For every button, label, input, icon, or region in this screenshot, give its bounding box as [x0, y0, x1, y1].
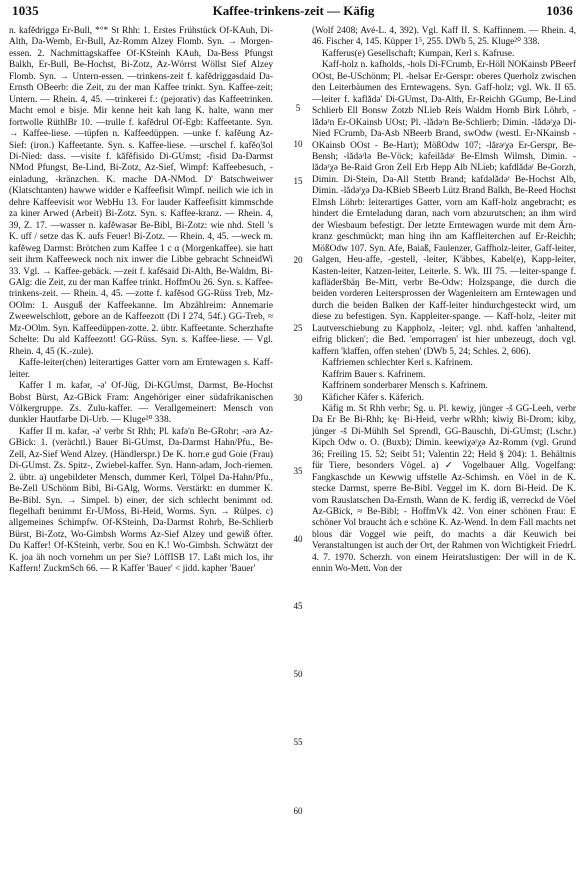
line-number: 40 — [293, 534, 303, 544]
left-column — [9, 26, 273, 576]
entry-kaffee-trinkens-continuation: n. kafědriggə Er-Bull, *°* St Rhh: 1. Erstes Frühstück Of-KAuh, Di-Alth, Da-Wemb, Er-Bull, Az-Romm Alzey Flomb. Syn. → Morgen-essen. 2. Nachmittagskaffee Of-KSteinh KAuh, Da-Bess Pfungst Balkh, Er-Bull, Be-Hochst, Bi-Zotz, Az-Wörrst Wöllst Sief Alzey Flomb. Syn. → Untern-essen. —trinkens-zeit f. kafědriggəsdaid Da-Ernsth OBeerb: die Zeit, zu der man Kaffee trinkt. Syn. Kaffee-zeit; Untern. — Rhein. 4, 45. —trinkerei f.: (pejorativ) das Kaffeetrinken. Macht emol e bisje. Mir kenne heit kah lang K. halte, wann mer fortwolle RüthlBr 10. —trulle f. kafědrul Of-Egb: Kaffeetante. Syn. → Kaffee-liese. —tüpfen n. Kaffeedüppen. —unke f. kafěung Az-Sief: (iron.) Kaffeetante. Syn. s. Kaffee-liese. —urschel f. kafěo̜'šol Di-Nied: dass. —visite f. kǎfěfisido Di-GUmst; -fisid Da-Darmst NMod Pfungst, Be-Lind, Bi-Zotz, Az-Sief, Wimpf: Kaffeebesuch, -einladung, -kränzchen. K. mache DA-NMod. D' Batschweiwer (Klatschtanten) hawwe widder e Kaffeefisit Wimpf. neilich wie ich in dehre Kaffeevisit wor WebHu 13. For lauder Kaffeefisitt kimmschde za kiner Arwed (Arbeit) Bi-Zotz. Syn. s. Kaffee-kranz. — Rhein. 4, 39, Z. 17. —wasser n. kafěwasər Be-Bibl, Bi-Zotz: wie nhd. Stell 's K. uff / setze das K. aufs Feuer! Bi-Zotz. — Rhein. 4, 45. —weck m. kafěweg Darmst: Brötchen zum Kaffee 1 c α (Morgenkaffee). sie hatt seit ihrm Kaffeeweck noch nix inwer die Libbe gebracht SchneidWi 33. Vgl. → Kaffee-gebäck. —zeit f. kafěsaid Di-Alth, Be-Waldm, Bi-GAlg: die Zeit, zu der man Kaffee trinkt. HoffmOu 26. Syn. s. Kaffee-trinkens-zeit. — Rhein. 4, 45. —zotte f. kafěsod GG-Rüss Treb, Mz-OOlm: 1. Ausguß der Kaffeekanne. Im Abzählreim: Annemarie Zweewelschlott, gebore an de Kaffeezott (Di I 274, 54f.) GG-Treb, ≈ Mz-OOlm. Syn. Kaffeedüppen-zotte. 2. übtr. Kaffeetante. Scherzhafte Schelte: Du ald Kaffeezott! GG-Rüss. Syn. s. Kaffee-liese. — Vgl. Rhein. 4, 45 (K.-zule). — [9, 26, 273, 357]
left-page-number: 1035 — [12, 3, 39, 18]
entry-kaefig: Käfig m. St Rhh verbr; Sg. u. Pl. kewiχ, jünger -š GG-Leeh, verbr Da Er Be Bi-Rhh; kę· Bi-Heid, verbr wRhh; kiwiχ Bi-Drom; kibχ, jünger -š Di-Mühlh Sel Sprendl, GG-Bauschh, Di-GUmst; (Lschr.) Kipch Odw o. O. (Buxb); Dimin. keewiχəʳχə Az-Romm (vgl. Grund 36; Freiling 15. 52; Seibt 51; Valentin 22; Held § 204): 1. Behältnis für Tiere, besonders Vögel. a) ✓ Vogelbauer Allg. Vogelfang: Fangkaschde un Kewwig uffstelle Az-Schimsh. en Vöel in de K. stecke Darmst, sperre Be-Bibl. Veggel im K. dorn Bi-Heid. De K. vom Rauslatschen Da-Ernsth. Wann de K. ferdig iß, verreckd de Vöel Az-GBick, ≈ Be-Bibl; - HoffmVk 42. Von einer schönen Frau: E schöner Vol braucht äch e schöne K. Az-Wend. In dem Fall machts net blous där Voggel wie peift, do machts a där Keuwich bei Veranstaltungen ist auch der Ort, der Rahmen von Wichtigkeit FriedrL 4. 7. 1970. Scherzh. von einem Heiratslustigen: Der will in de K. ennin Wo-Mett. Von der — [312, 403, 576, 575]
entry-kafferus: Kafferus(e) Gesellschaft; Kumpan, Kerl s. Kafruse. — [322, 48, 515, 59]
line-number: 60 — [293, 806, 303, 816]
right-column — [312, 26, 576, 576]
line-number: 25 — [293, 323, 303, 333]
entry-kaff-holz: Kaff-holz n. kafholds, -hols Di-FCrumb, Er-Höll NOKainsb PBeerf OOst, Be-USchönm; Pl. -helsər Er-Gerspr: oberes Querholz zwischen den Leiterbäumen des Erntewagens. Syn. Gaff-holz; vgl. Wk. II 65. —leiter f. kaflǎdə' Di-GUmst, Da-Alth, Er-Reichh GGump, Be-Lind Schlierb Ell Bonsw Zotzb NLieb Reis Waldm Hornb Birk Löhrb, -lǎdəʳn Er-OKainsb UOst; Pl. -lǎdəʳn Be-Schlierb; Dimin. -lǎdəʳχə Di-Nied FCrumb, Da-Asb NBeerb Brand, swOdw (westl. Er-NKainsb - OKainsb OOst - Be-Hart); MößOdw 107; -lǎrəʳχə Er-Gerspr, Be-Bensh; -lǎdəʳlə Be-Vöck; kafeilǎdəʳ Be-Elmsh Wilmsh, Dimin. -lǎdəʳχə Be-Raid Gron Zell Erb Hepp Alb NLieb; kafdlǎdəʳ Be-Gorzh, Dimin. Di-Stein, Da-All Stettb Brand; kafdəlǎdəʳ Be-Hochst Alb, Dimin. -lǎdəʳχə Da-KBieb SBeerb Lütz Brand Balkh, Be-Reed Hochst Elmsh Löhrb: leiterartiges Gatter, vorn am Kaff-holz angebracht; es hindert die Ernteladung daran, nach vorn abzurutschen; an ihm wird der Wiesbaum befestigt. Der letzte Erntewagen wurde mit dem Ärn-kranz geschmückt; man hing ihn am Kaffleiterchen auf Er-Reichh; MößOdw 107. Syn. Afe, Baiaß, Faulenzer, Gaffholz-leiter, Gaff-leiter, Galgen, Heu-affe, -gestell, -leiter, K'äbbes, Kabel(e), Kapp-leiter, Kasten-leiter, Katzen-leiter, Leiterle. S. Wk. III 75. —leiter-spange f. kafläderšbäŋ Be-Mitt, verbr Be-Odw: Holzspange, die durch die beiden vorderen Leitersprossen der Wagenleitern am Erntewagen und durch die beiden Balken der Kaff-leiter hindurchgesteckt wird, um diese zu befestigen. Syn. Kappleiter-spange. — Kaff-holz, -leiter mit Lautverschiebung zu Kappholz, -leiter; vgl. nhd. kaffen 'anhaltend, eifrig blicken'; die Bed. 'emporragen' ist hier unbezeugt, doch vgl. kaffern 'klaffen, offen stehen' (DWb 5, 24; Schles. 2, 606). — [312, 60, 576, 357]
entry-kaffer-i: Kaffer I m. kafər, -ə' Of-Jüg, Di-KGUmst, Darmst, Be-Hochst Bobst Bürst, Az-GBick Fram: Angehöriger einer südafrikanischen Völkergruppe. Zs. Zulu-kaffer. — Verallgemeinert: Mensch von dunkler Hautfarbe Di-Urb. — Kluge²⁰ 338. — [9, 381, 273, 426]
entry-kaffe-leiter: Kaffe-leiter(chen) leiterartiges Gatter vorn am Erntewagen s. Kaff-leiter. — [9, 358, 273, 380]
line-number: 35 — [293, 466, 303, 476]
line-number: 45 — [293, 601, 303, 611]
entry-kaffrinem: Kaffrinem sonderbarer Mensch s. Kafrinem. — [322, 381, 488, 392]
page-header — [0, 3, 587, 23]
line-number: 50 — [293, 669, 303, 679]
line-number: 5 — [295, 103, 301, 113]
line-number: 15 — [293, 176, 303, 186]
entry-kaffrim: Kaffrim Bauer s. Kafrinem. — [322, 369, 426, 380]
entry-kaffriemen: Kaffriemen schlechter Kerl s. Kafrinem. — [322, 358, 473, 369]
line-number: 20 — [293, 255, 303, 265]
running-head: Kaffee-trinkens-zeit — Käfig — [212, 3, 375, 18]
entry-kaffer-ii-continuation: (Wolf 2408; Avé-L. 4, 392). Vgl. Kaff II. S. Kaffinnem. — Rhein. 4, 46. Fischer 4, 145. Küpper 1⁵, 255. DWb 5, 25. Kluge²⁰ 338. — [312, 26, 576, 48]
line-number: 55 — [293, 737, 303, 747]
right-page-number: 1036 — [546, 3, 573, 18]
line-number: 30 — [293, 393, 303, 403]
line-number: 10 — [293, 139, 303, 149]
entry-kaeficher: Käficher Käfer s. Käferich. — [322, 392, 424, 403]
entry-kaffer-ii: Kaffer II m. kafər, -ə' verbr St Rhh; Pl. kafə'n Be-GRohr; -ərə Az-GBick: 1. (verächtl.) Bauer Bi-GUmst, Da-Darmst Hahn/Pfu., Be-Zell, Az-Sief Wend Alzey. (Händlerspr.) De K. horr.e gud Goie (Frau) Di-GUmst. Zs. Spitz-, Zwiebel-kaffer. Syn. Hann-adam, Joch-riemen. 2. übtr. a) ungebildeter Mensch, dummer Kerl, Tölpel Da-Hahn/Pfu., Be-Zell USchönm Bibl, Bi-GAlg, Worms. Verstärkt: en dummer K. Be-Bibl. Syn. → Simpel. b) einer, der sich schlecht benimmt od. flegelhaft benimmt Er-UMoss, Bi-Heid, Worms. Syn. → Rülpes. c) allgemeines Schimpfw. Of-KSteinh, Da-Darmst Rohrb, Be-Schlierb Bürst, Bi-Zotz, Wo-Gimbsh Worms Az-Sief Alzey und gewiß öfter. Du Kaffer! Of-KSteinh, verbr. Sou en K.! Wo-Gimbsh. Schwätzt der K. joa äh noch vornehm un per Sie? LöffISB 17. Laßt mich los, ihr Kaffern! ZuckmSch 66. — R Kaffer 'Bauer' < jidd. kapher 'Bauer' — [9, 426, 273, 575]
